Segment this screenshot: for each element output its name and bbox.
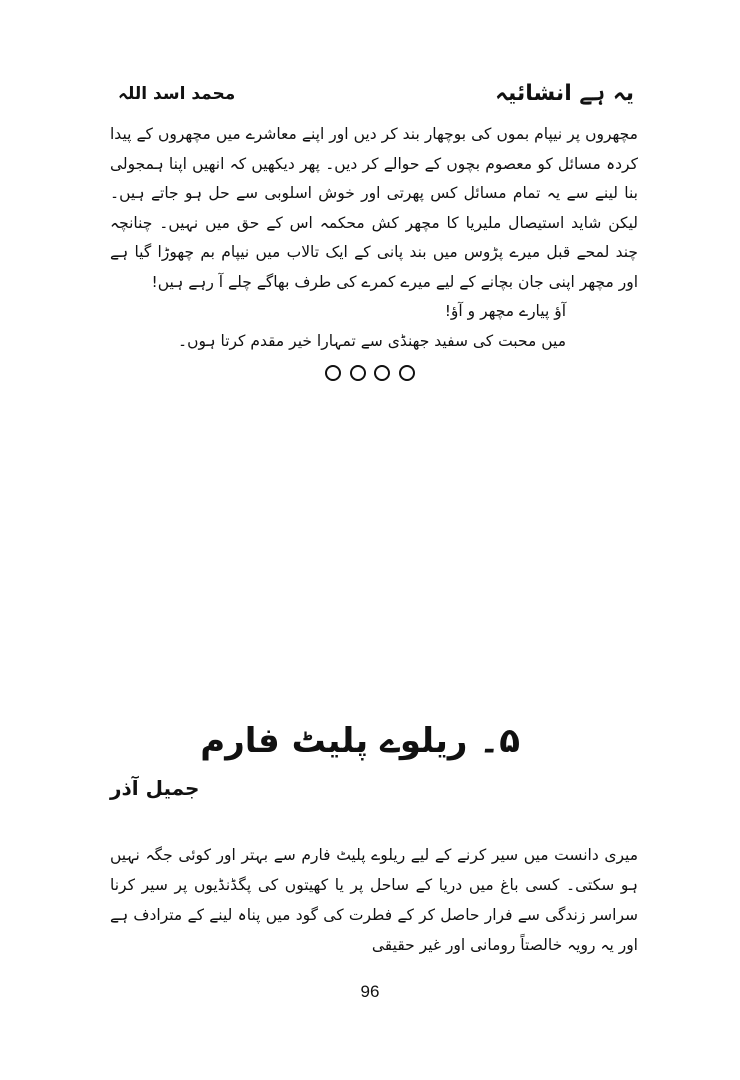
book-title: یہ ہے انشائیہ <box>495 80 634 106</box>
ornament-circle-icon <box>399 365 415 381</box>
ornament-circle-icon <box>374 365 390 381</box>
essay-1-line-2: میں محبت کی سفید جھنڈی سے تمہارا خیر مقدم کرتا ہوں۔ <box>177 331 566 350</box>
essay-2-author: جمیل آذر <box>110 776 200 800</box>
essay-1-line-1: آؤ پیارے مچھر و آؤ! <box>444 302 566 320</box>
page-number: 96 <box>360 982 380 1001</box>
header-author: محمد اسد اللہ <box>118 83 236 104</box>
essay-1-paragraph: مچھروں پر نیپام بموں کی بوچھار بند کر دیں اور اپنے معاشرے میں مچھروں کے پیدا کردہ مسائل کو معصوم بچوں کے حوالے کر دیں۔ پھر دیکھیں کہ انھیں اپنا ہمجولی بنا لینے سے یہ تمام مسائل کس پھرتی اور خوش اسلوبی سے حل ہو جاتے ہیں۔ لیکن شاید استیصال ملیریا کا مچھر کش محکمہ اس کے حق میں نہیں۔ چنانچہ چند لمحے قبل میرے پڑوس میں بند پانی کے ایک تالاب میں نیپام بم چھوڑا گیا ہے اور مچھر اپنی جان بچانے کے لیے میرے کمرے کی طرف بھاگے چلے آ رہے ہیں! <box>110 125 638 291</box>
essay-2-paragraph: میری دانست میں سیر کرنے کے لیے ریلوے پلیٹ فارم سے بہتر اور کوئی جگہ نہیں ہو سکتی۔ کسی باغ میں دریا کے ساحل پر یا کھیتوں کی پگڈنڈیوں پر سیر کرنا سراسر زندگی سے فرار حاصل کر کے فطرت کی گود میں پناہ لینے کے مترادف ہے اور یہ رویہ خالصتاً رومانی اور غیر حقیقی <box>110 846 638 954</box>
section-end-ornament <box>325 360 415 386</box>
running-header <box>118 78 634 108</box>
ornament-circle-icon <box>325 365 341 381</box>
essay-2-title: ۵۔ ریلوے پلیٹ فارم <box>200 721 520 761</box>
essay-1-body <box>110 120 638 356</box>
ornament-circle-icon <box>350 365 366 381</box>
